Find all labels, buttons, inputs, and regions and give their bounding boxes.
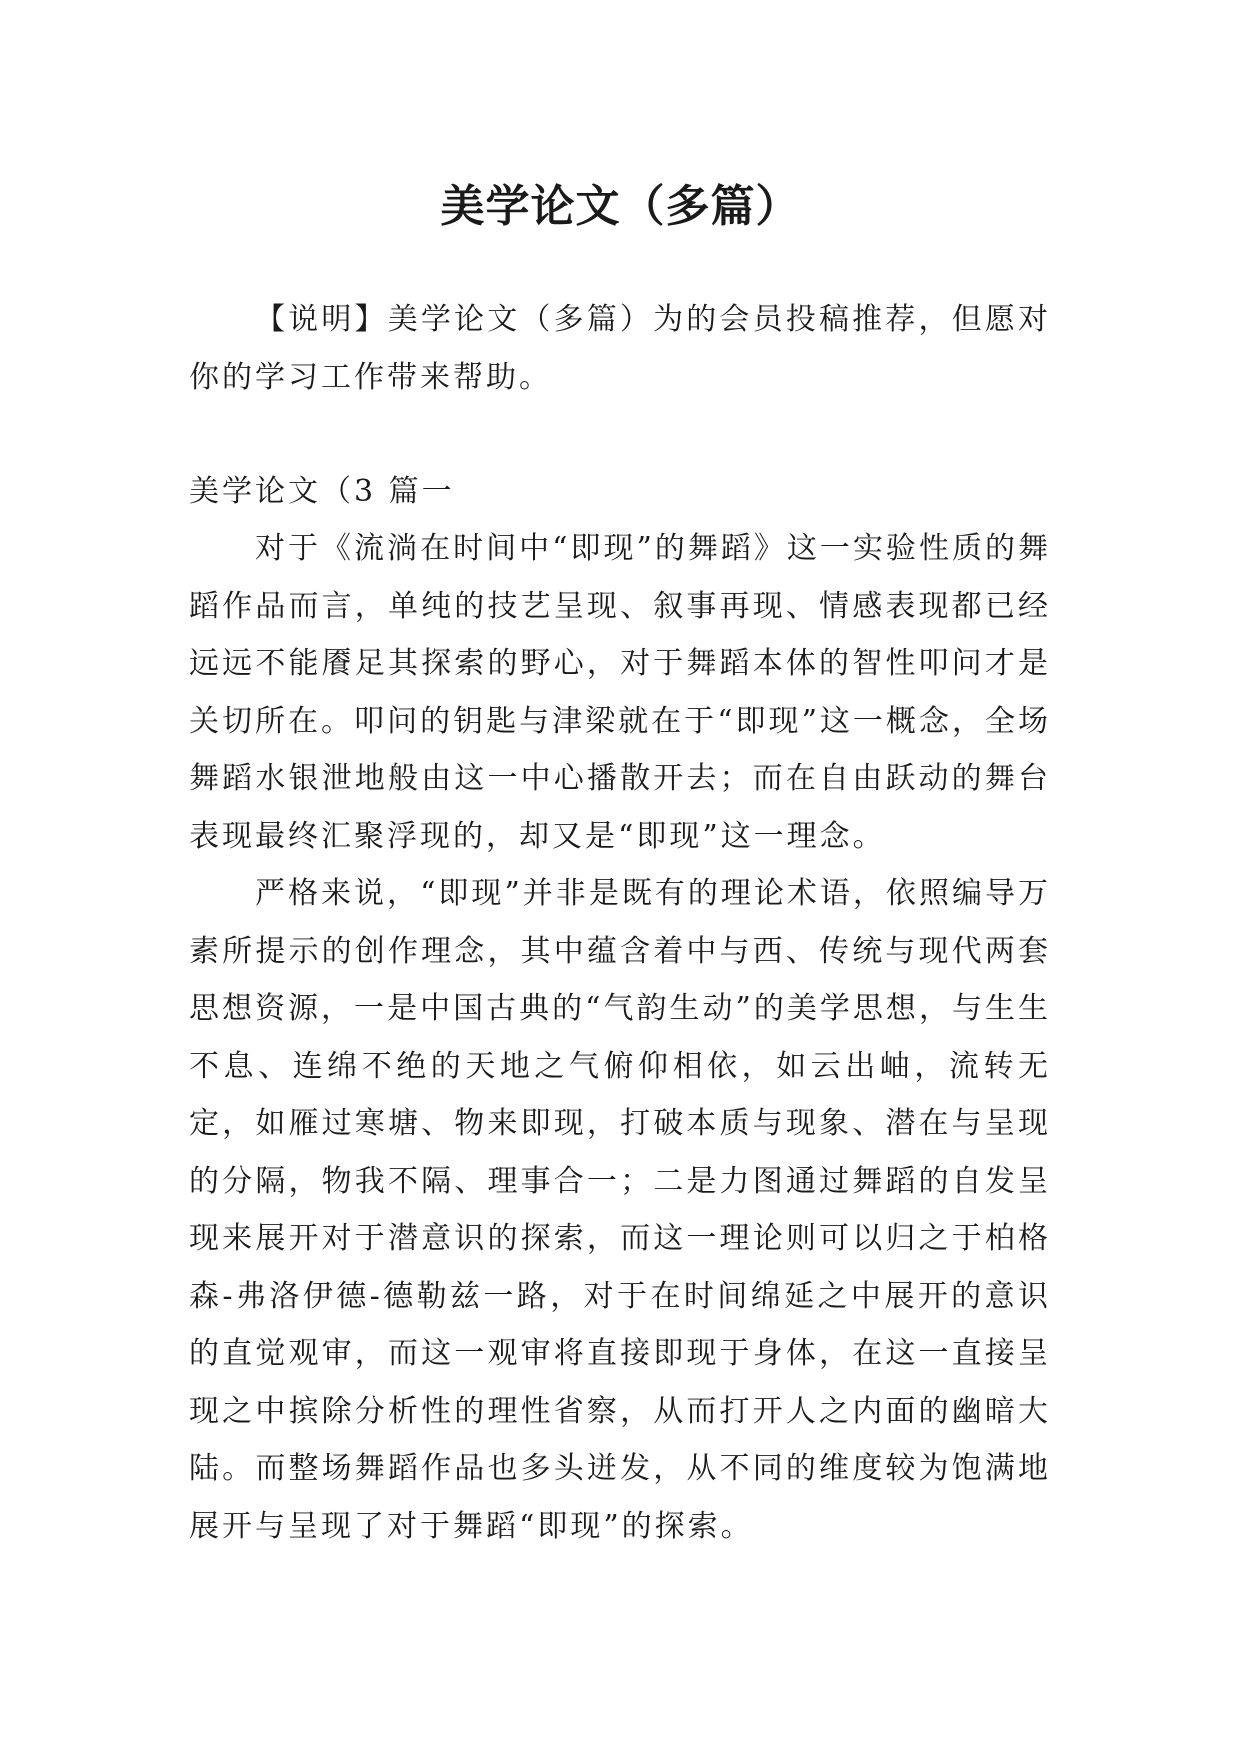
section-heading: 美学论文（3 篇一 [189,474,455,509]
document-title: 美学论文（多篇） [440,181,801,233]
body-paragraph-2: 严格来说，“即现”并非是既有的理论术语，依照编导万素所提示的创作理念，其中蕴含着中与西、传统与现代两套思想资源，一是中国古典的“气韵生动”的美学思想，与生生不息、连绵不绝的天地之气俯仰相依，如云出岫，流转无定，如雁过寒塘、物来即现，打破本质与现象、潜在与呈现的分隔，物我不隔、理事合一；二是力图通过舞蹈的自发呈现来展开对于潜意识的探索，而这一理论则可以归之于柏格森-弗洛伊德-德勒兹一路，对于在时间绵延之中展开的意识的直觉观审，而这一观审将直接即现于身体，在这一直接呈现之中摈除分析性的理性省察，从而打开人之内面的幽暗大陆。而整场舞蹈作品也多头迸发，从不同的维度较为饱满地展开与呈现了对于舞蹈“即现”的探索。 [189,876,1051,1544]
body-paragraph-1: 对于《流淌在时间中“即现”的舞蹈》这一实验性质的舞蹈作品而言，单纯的技艺呈现、叙事再现、情感表现都已经远远不能餍足其探索的野心，对于舞蹈本体的智性叩问才是关切所在。叩问的钥匙与津梁就在于“即现”这一概念，全场舞蹈水银泄地般由这一中心播散开去；而在自由跃动的舞台表现最终汇聚浮现的，却又是“即现”这一理念。 [189,531,1051,854]
intro-paragraph: 【说明】美学论文（多篇）为的会员投稿推荐，但愿对你的学习工作带来帮助。 [189,302,1051,395]
